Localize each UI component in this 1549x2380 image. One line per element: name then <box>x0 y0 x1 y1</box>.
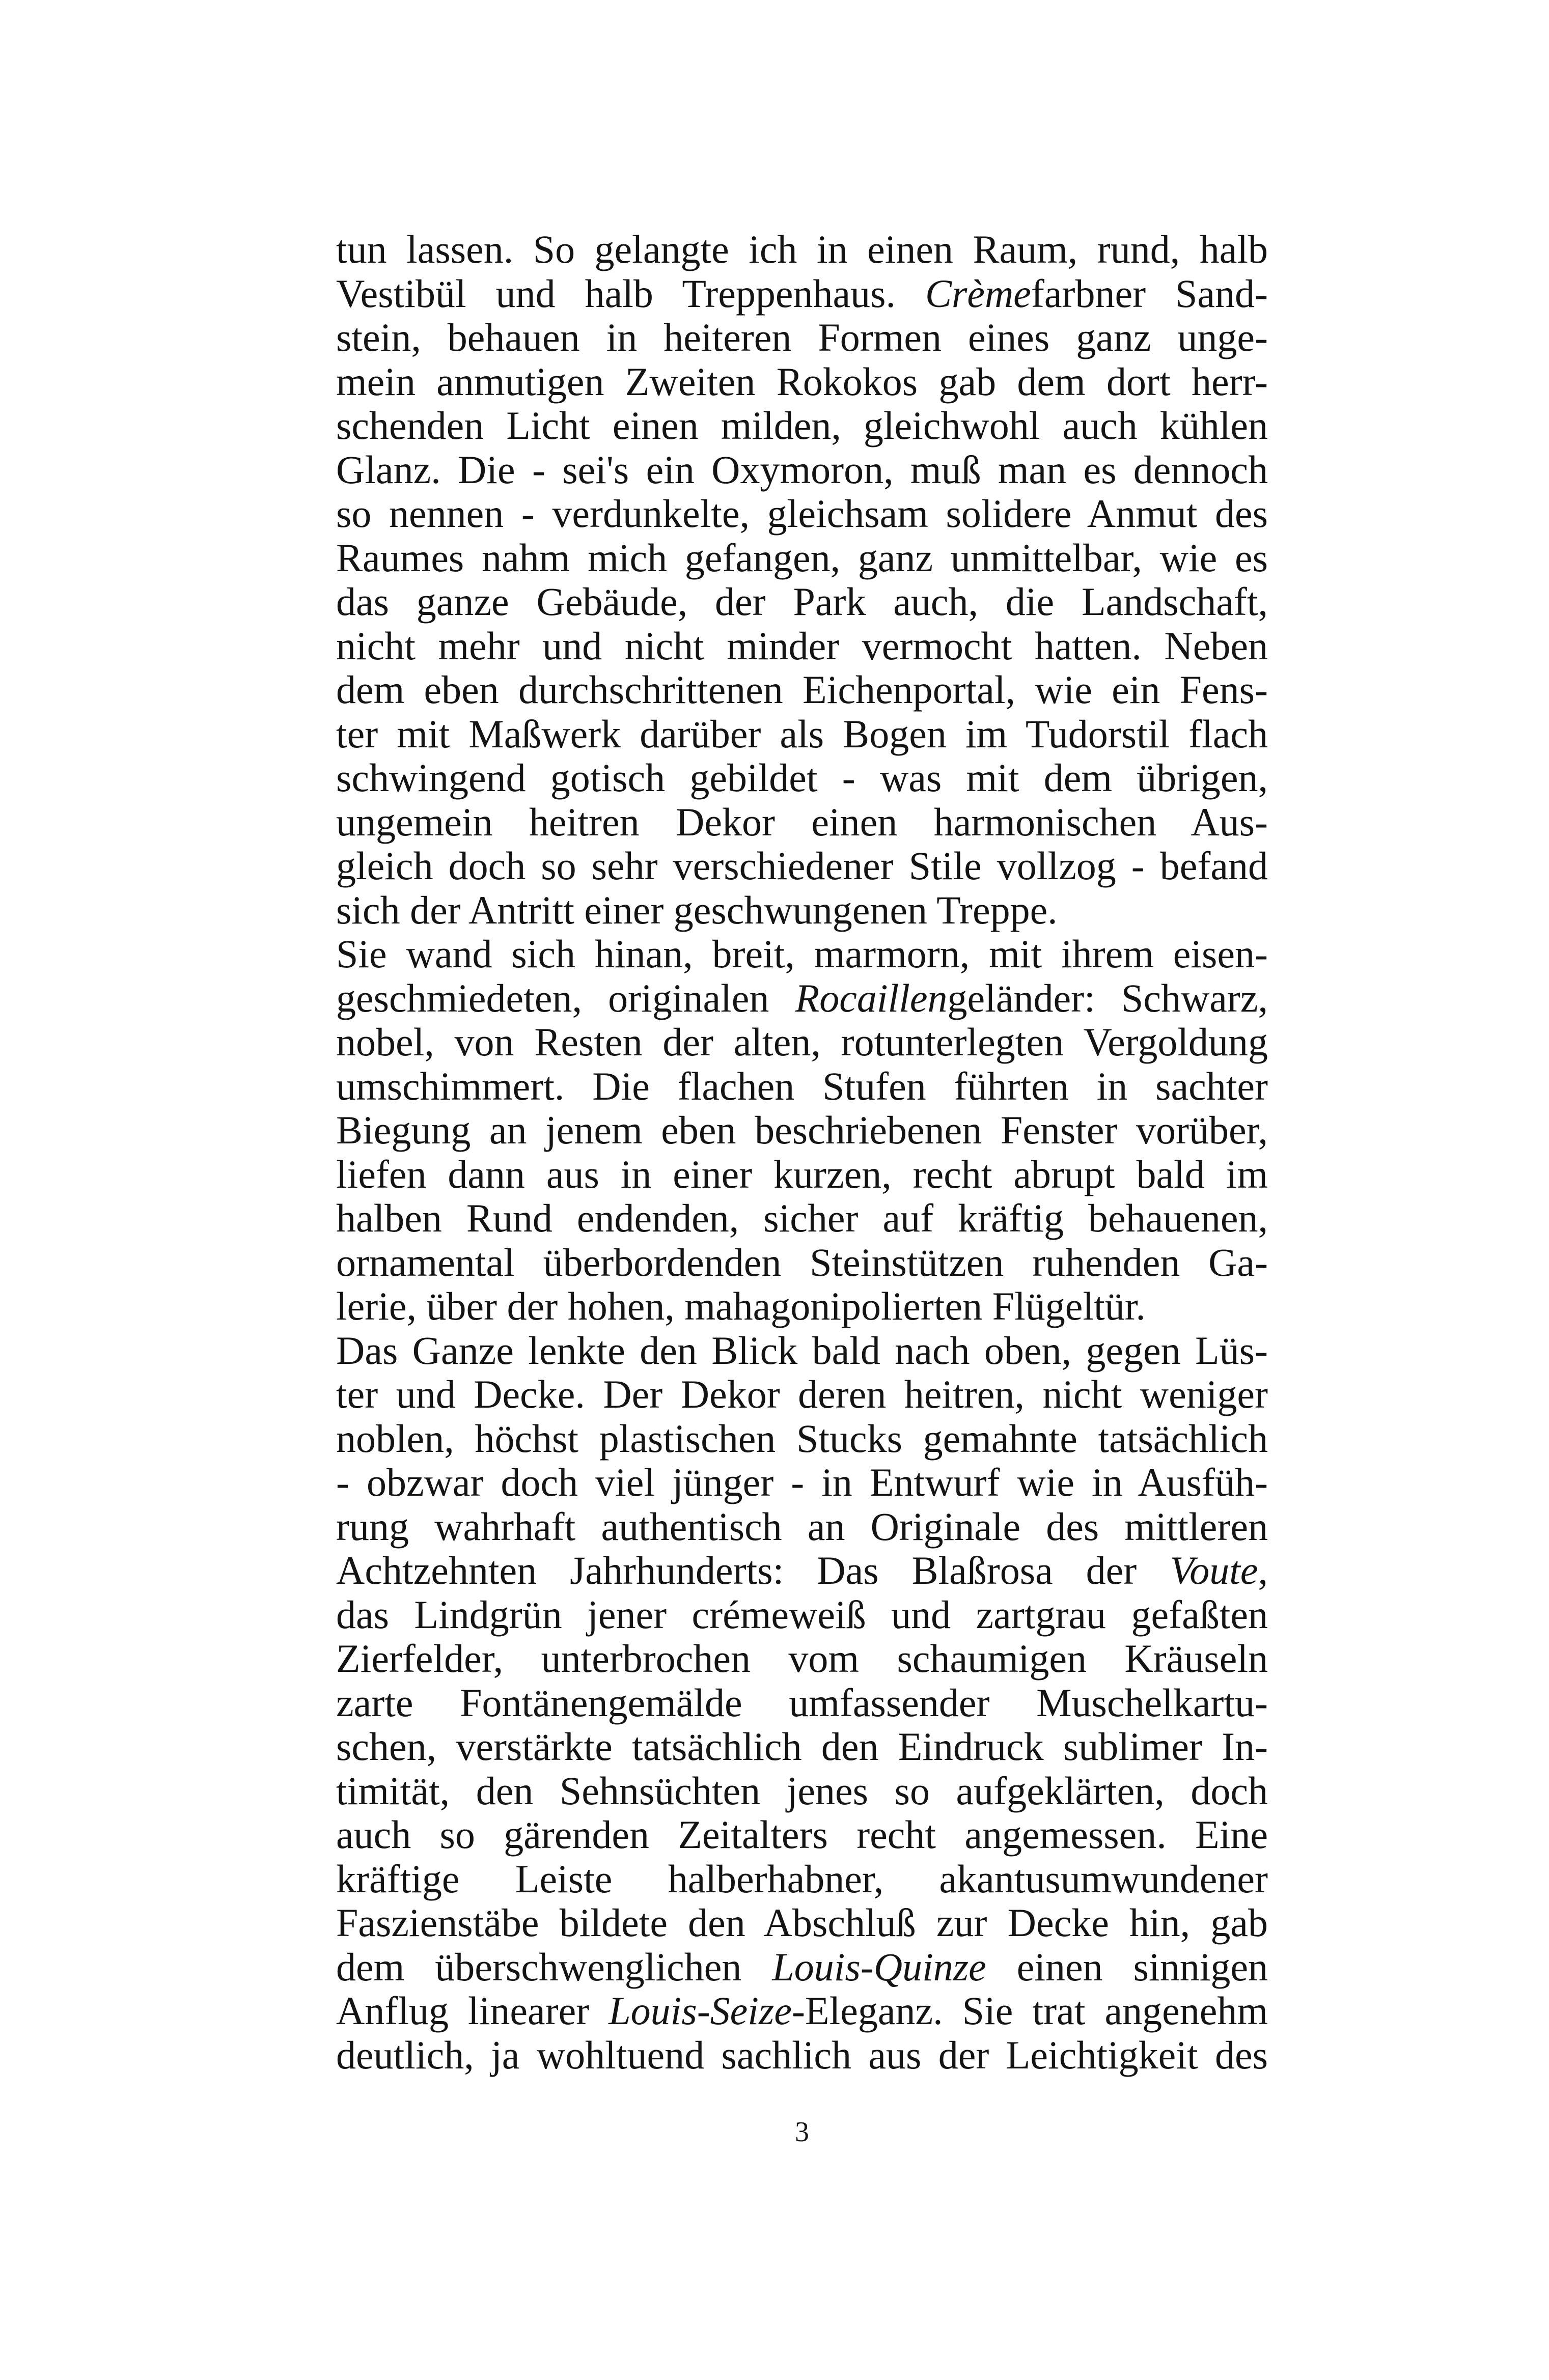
text-line: schenden Licht einen milden, gleichwohl auch kühlen <box>336 403 1268 447</box>
body-text <box>336 228 1268 2077</box>
text-line: Das Ganze lenkte den Blick bald nach oben, gegen Lüs- <box>336 1328 1268 1373</box>
text-line <box>336 976 1268 1021</box>
text-line: - obzwar doch viel jünger - in Entwurf wie in Ausfüh- <box>336 1460 1268 1504</box>
text-line: lerie, über der hohen, mahagonipolierten Flügeltür. <box>336 1284 1146 1328</box>
text-line: stein, behauen in heiteren Formen eines ganz unge- <box>336 315 1268 359</box>
text-segment: Vestibül und halb Treppenhaus. <box>336 271 925 316</box>
text-line: deutlich, ja wohltuend sachlich aus der Leichtigkeit des <box>336 2032 1268 2077</box>
italic-term: Crème <box>925 271 1031 316</box>
italic-term: Louis-Quinze <box>772 1944 986 1989</box>
text-line: Glanz. Die - sei's ein Oxymoron, muß man es dennoch <box>336 447 1268 492</box>
text-line: schen, verstärkte tatsächlich den Eindruck sublimer In- <box>336 1724 1268 1769</box>
text-segment: , <box>1258 1548 1268 1592</box>
text-line: rung wahrhaft authentisch an Originale des mittleren <box>336 1504 1268 1549</box>
italic-term: Louis-Seize <box>608 1989 792 2033</box>
text-line: auch so gärenden Zeitalters recht angemessen. Eine <box>336 1812 1268 1857</box>
text-segment: dem überschwenglichen <box>336 1944 772 1989</box>
italic-term: Rocaillen <box>795 975 948 1020</box>
text-line <box>336 1945 1268 1990</box>
text-segment: -Eleganz. Sie trat angenehm <box>791 1989 1268 2033</box>
text-line: Biegung an jenem eben beschriebenen Fenster vorüber, <box>336 1108 1268 1152</box>
text-line: liefen dann aus in einer kurzen, recht abrupt bald im <box>336 1152 1268 1196</box>
text-line <box>336 1549 1268 1593</box>
text-segment: geschmiedeten, originalen <box>336 975 795 1020</box>
text-line: halben Rund endenden, sicher auf kräftig behauenen, <box>336 1196 1268 1240</box>
text-line: dem eben durchschrittenen Eichenportal, wie ein Fens- <box>336 667 1268 712</box>
paragraph <box>336 932 1268 1329</box>
italic-term: Voute <box>1170 1548 1258 1592</box>
text-segment: Achtzehnten Jahrhunderts: Das Blaßrosa der <box>336 1548 1170 1592</box>
text-segment: einen sinnigen <box>986 1944 1268 1989</box>
text-line: tun lassen. So gelangte ich in einen Raum, rund, halb <box>336 227 1268 271</box>
text-line: noblen, höchst plastischen Stucks gemahnte tatsächlich <box>336 1416 1268 1461</box>
text-line: das ganze Gebäude, der Park auch, die Landschaft, <box>336 579 1268 624</box>
text-segment: geländer: Schwarz, <box>947 975 1268 1020</box>
text-line: nicht mehr und nicht minder vermocht hatten. Neben <box>336 623 1268 668</box>
paragraph <box>336 228 1268 932</box>
text-segment: farbner Sand- <box>1031 271 1268 316</box>
text-line: schwingend gotisch gebildet - was mit dem übrigen, <box>336 755 1268 800</box>
paragraph <box>336 1329 1268 2078</box>
text-line: timität, den Sehnsüchten jenes so aufgeklärten, doch <box>336 1768 1268 1813</box>
text-line: das Lindgrün jener crémeweiß und zartgrau gefaßten <box>336 1592 1268 1637</box>
text-line: so nennen - verdunkelte, gleichsam solidere Anmut des <box>336 491 1268 536</box>
text-segment: Anflug linearer <box>336 1989 609 2033</box>
text-line: mein anmutigen Zweiten Rokokos gab dem dort herr- <box>336 359 1268 404</box>
text-line: ornamental überbordenden Steinstützen ruhenden Ga- <box>336 1240 1268 1284</box>
text-line: zarte Fontänengemälde umfassender Muschelkartu- <box>336 1680 1268 1725</box>
text-line: ungemein heitren Dekor einen harmonischen Aus- <box>336 799 1268 844</box>
text-line <box>336 1989 1268 2033</box>
text-line: gleich doch so sehr verschiedener Stile vollzog - befand <box>336 844 1268 888</box>
text-line: sich der Antritt einer geschwungenen Treppe. <box>336 887 1058 932</box>
text-line: Sie wand sich hinan, breit, marmorn, mit ihrem eisen- <box>336 932 1268 976</box>
text-line: nobel, von Resten der alten, rotunterlegten Vergoldung <box>336 1020 1268 1064</box>
text-line: Faszienstäbe bildete den Abschluß zur Decke hin, gab <box>336 1900 1268 1945</box>
text-line <box>336 272 1268 316</box>
text-line: ter mit Maßwerk darüber als Bogen im Tudorstil flach <box>336 711 1268 756</box>
text-line: ter und Decke. Der Dekor deren heitren, nicht weniger <box>336 1372 1268 1416</box>
text-line: umschimmert. Die flachen Stufen führten in sachter <box>336 1063 1268 1108</box>
text-line: kräftige Leiste halberhabner, akantusumwundener <box>336 1856 1268 1901</box>
page-number: 3 <box>795 2116 809 2148</box>
text-line: Raumes nahm mich gefangen, ganz unmittelbar, wie es <box>336 535 1268 580</box>
text-line: Zierfelder, unterbrochen vom schaumigen Kräuseln <box>336 1636 1268 1681</box>
